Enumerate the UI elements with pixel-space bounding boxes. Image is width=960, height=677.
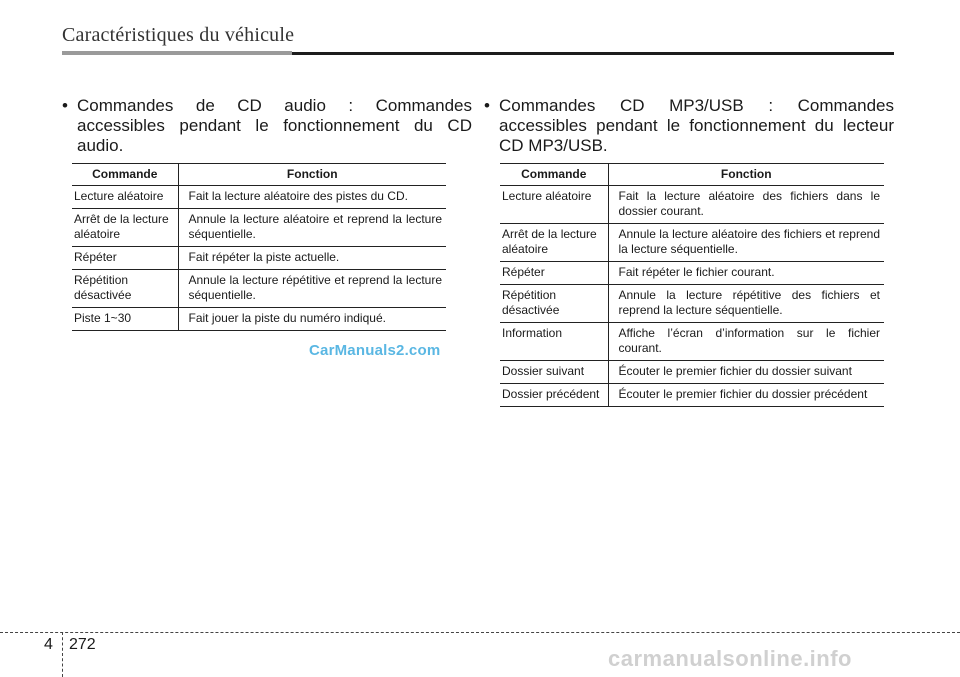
footer-vertical-divider: [62, 632, 63, 677]
function-cell: Fait répéter le fichier courant.: [608, 262, 884, 285]
chapter-number: 4: [44, 636, 53, 653]
table-row: [72, 186, 446, 209]
command-cell: Répétition désactivée: [72, 270, 178, 308]
page-number: 272: [69, 636, 96, 653]
table-row: [72, 209, 446, 247]
watermark-link[interactable]: CarManuals2.com: [309, 342, 441, 359]
table-row: [500, 224, 884, 262]
table-row: [500, 361, 884, 384]
column-header-function: Fonction: [608, 164, 884, 186]
function-cell: Écouter le premier fichier du dossier suivant: [608, 361, 884, 384]
command-cell: Information: [500, 323, 608, 361]
function-cell: Écouter le premier fichier du dossier précédent: [608, 384, 884, 407]
column-header-function: Fonction: [178, 164, 446, 186]
command-cell: Arrêt de la lecture aléatoire: [500, 224, 608, 262]
function-cell: Fait jouer la piste du numéro indiqué.: [178, 308, 446, 331]
function-cell: Affiche l’écran d’information sur le fichier courant.: [608, 323, 884, 361]
command-cell: Dossier précédent: [500, 384, 608, 407]
function-cell: Fait répéter la piste actuelle.: [178, 247, 446, 270]
table-row: [500, 384, 884, 407]
footer-divider: [0, 632, 960, 633]
function-cell: Fait la lecture aléatoire des pistes du CD.: [178, 186, 446, 209]
cd-audio-intro: [62, 96, 472, 156]
cd-audio-intro-text: Commandes de CD audio : Commandes accessibles pendant le fonctionnement du CD audio.: [77, 96, 472, 155]
site-watermark: carmanualsonline.info: [608, 646, 852, 671]
command-cell: Répéter: [72, 247, 178, 270]
table-header-row: [500, 164, 884, 186]
mp3-usb-intro-text: Commandes CD MP3/USB : Commandes accessibles pendant le fonctionnement du lecteur CD MP3/USB.: [499, 96, 894, 155]
table-row: [500, 186, 884, 224]
cd-audio-commands-table: [72, 163, 446, 331]
column-header-command: Commande: [500, 164, 608, 186]
function-cell: Annule la lecture répétitive des fichiers et reprend la lecture séquentielle.: [608, 285, 884, 323]
table-row: [72, 270, 446, 308]
command-cell: Arrêt de la lecture aléatoire: [72, 209, 178, 247]
function-cell: Fait la lecture aléatoire des fichiers dans le dossier courant.: [608, 186, 884, 224]
table-row: [500, 262, 884, 285]
command-cell: Répétition désactivée: [500, 285, 608, 323]
mp3-usb-intro: [484, 96, 894, 156]
bullet-icon: •: [484, 96, 490, 115]
command-cell: Répéter: [500, 262, 608, 285]
table-row: [500, 323, 884, 361]
section-title: Caractéristiques du véhicule: [62, 24, 295, 46]
function-cell: Annule la lecture répétitive et reprend la lecture séquentielle.: [178, 270, 446, 308]
function-cell: Annule la lecture aléatoire et reprend la lecture séquentielle.: [178, 209, 446, 247]
header-accent-bar: [62, 51, 292, 55]
command-cell: Piste 1~30: [72, 308, 178, 331]
command-cell: Lecture aléatoire: [72, 186, 178, 209]
bullet-icon: •: [62, 96, 68, 115]
column-header-command: Commande: [72, 164, 178, 186]
table-header-row: [72, 164, 446, 186]
table-row: [72, 308, 446, 331]
mp3-usb-commands-table: [500, 163, 884, 407]
command-cell: Dossier suivant: [500, 361, 608, 384]
command-cell: Lecture aléatoire: [500, 186, 608, 224]
function-cell: Annule la lecture aléatoire des fichiers et reprend la lecture séquentielle.: [608, 224, 884, 262]
table-row: [500, 285, 884, 323]
table-row: [72, 247, 446, 270]
